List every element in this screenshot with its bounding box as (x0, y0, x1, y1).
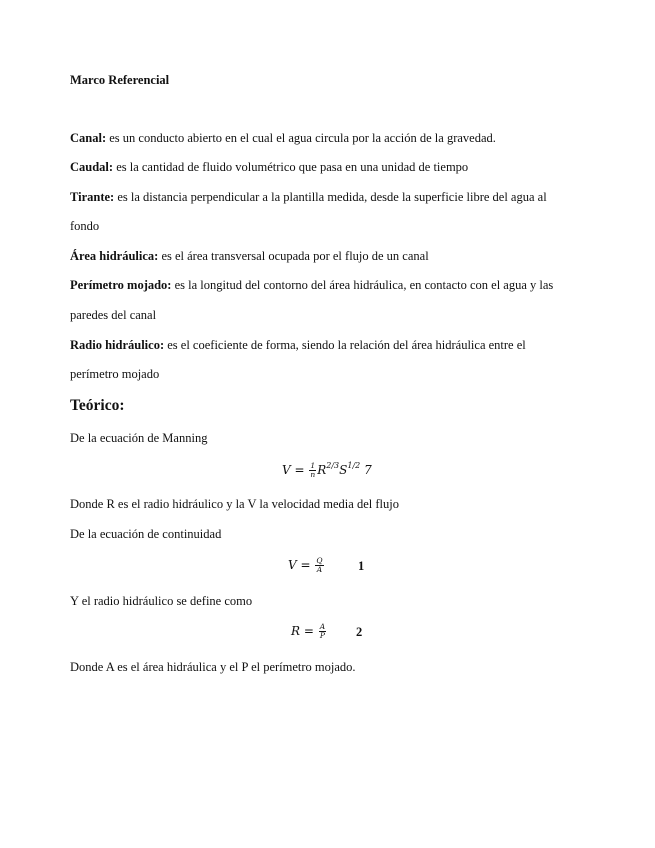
fraction-denominator: n (310, 470, 316, 479)
definition-text: es la longitud del contorno del área hidráulica, en contacto con el agua y las (171, 278, 554, 292)
definition-text: es el coeficiente de forma, siendo la relación del área hidráulica entre el (164, 338, 526, 352)
paragraph-radius-explanation: Donde A es el área hidráulica y el P el perímetro mojado. (70, 660, 356, 674)
equation-lhs: V = (282, 463, 309, 477)
definition-caudal (70, 160, 468, 175)
equation-r-exponent: 2/3 (326, 461, 340, 470)
definition-term: Tirante: (70, 190, 115, 204)
equation-continuity (288, 557, 325, 574)
equation-fraction (315, 557, 323, 574)
definition-term: Área hidráulica: (70, 249, 159, 263)
fraction-numerator: A (319, 622, 326, 631)
fraction-denominator: A (316, 565, 323, 574)
paragraph-radius-intro: Y el radio hidráulico se define como (70, 594, 253, 608)
fraction-denominator: P (319, 631, 325, 640)
definition-continuation: perímetro mojado (70, 367, 160, 381)
definition-radio-hidraulico (70, 338, 526, 353)
equation-number: 1 (358, 559, 365, 573)
equation-r: R (317, 463, 327, 477)
definition-continuation: paredes del canal (70, 308, 157, 322)
section-heading-teorico: Teórico: (70, 397, 125, 414)
definition-text: es un conducto abierto en el cual el agua circula por la acción de la gravedad. (106, 131, 496, 145)
definition-area-hidraulica (70, 249, 429, 264)
definition-term: Caudal: (70, 160, 114, 174)
definition-text: es el área transversal ocupada por el flujo de un canal (158, 249, 429, 263)
equation-fraction (319, 623, 326, 640)
equation-s: S (339, 463, 348, 477)
equation-manning (282, 461, 372, 479)
fraction-numerator: 1 (310, 461, 316, 470)
equation-number: 7 (364, 463, 372, 477)
equation-lhs: V = (288, 558, 315, 572)
definition-term: Radio hidráulico: (70, 338, 165, 352)
paragraph-continuity-intro: De la ecuación de continuidad (70, 527, 222, 541)
definition-text: es la distancia perpendicular a la plantilla medida, desde la superficie libre del agua al (114, 190, 547, 204)
fraction-numerator: Q (316, 556, 323, 565)
paragraph-manning-intro: De la ecuación de Manning (70, 431, 208, 445)
definition-tirante (70, 190, 547, 205)
definition-term: Perímetro mojado: (70, 278, 172, 292)
equation-number: 2 (356, 625, 363, 639)
page-title: Marco Referencial (70, 73, 170, 87)
equation-hydraulic-radius (291, 623, 327, 640)
paragraph-manning-explanation: Donde R es el radio hidráulico y la V la velocidad media del flujo (70, 497, 399, 511)
definition-text: es la cantidad de fluido volumétrico que pasa en una unidad de tiempo (113, 160, 469, 174)
equation-s-exponent: 1/2 (347, 461, 361, 470)
definition-term: Canal: (70, 131, 107, 145)
equation-fraction (309, 462, 316, 479)
definition-perimetro-mojado (70, 278, 553, 293)
definition-canal (70, 131, 496, 146)
equation-lhs: R = (291, 624, 318, 638)
definition-continuation: fondo (70, 219, 100, 233)
